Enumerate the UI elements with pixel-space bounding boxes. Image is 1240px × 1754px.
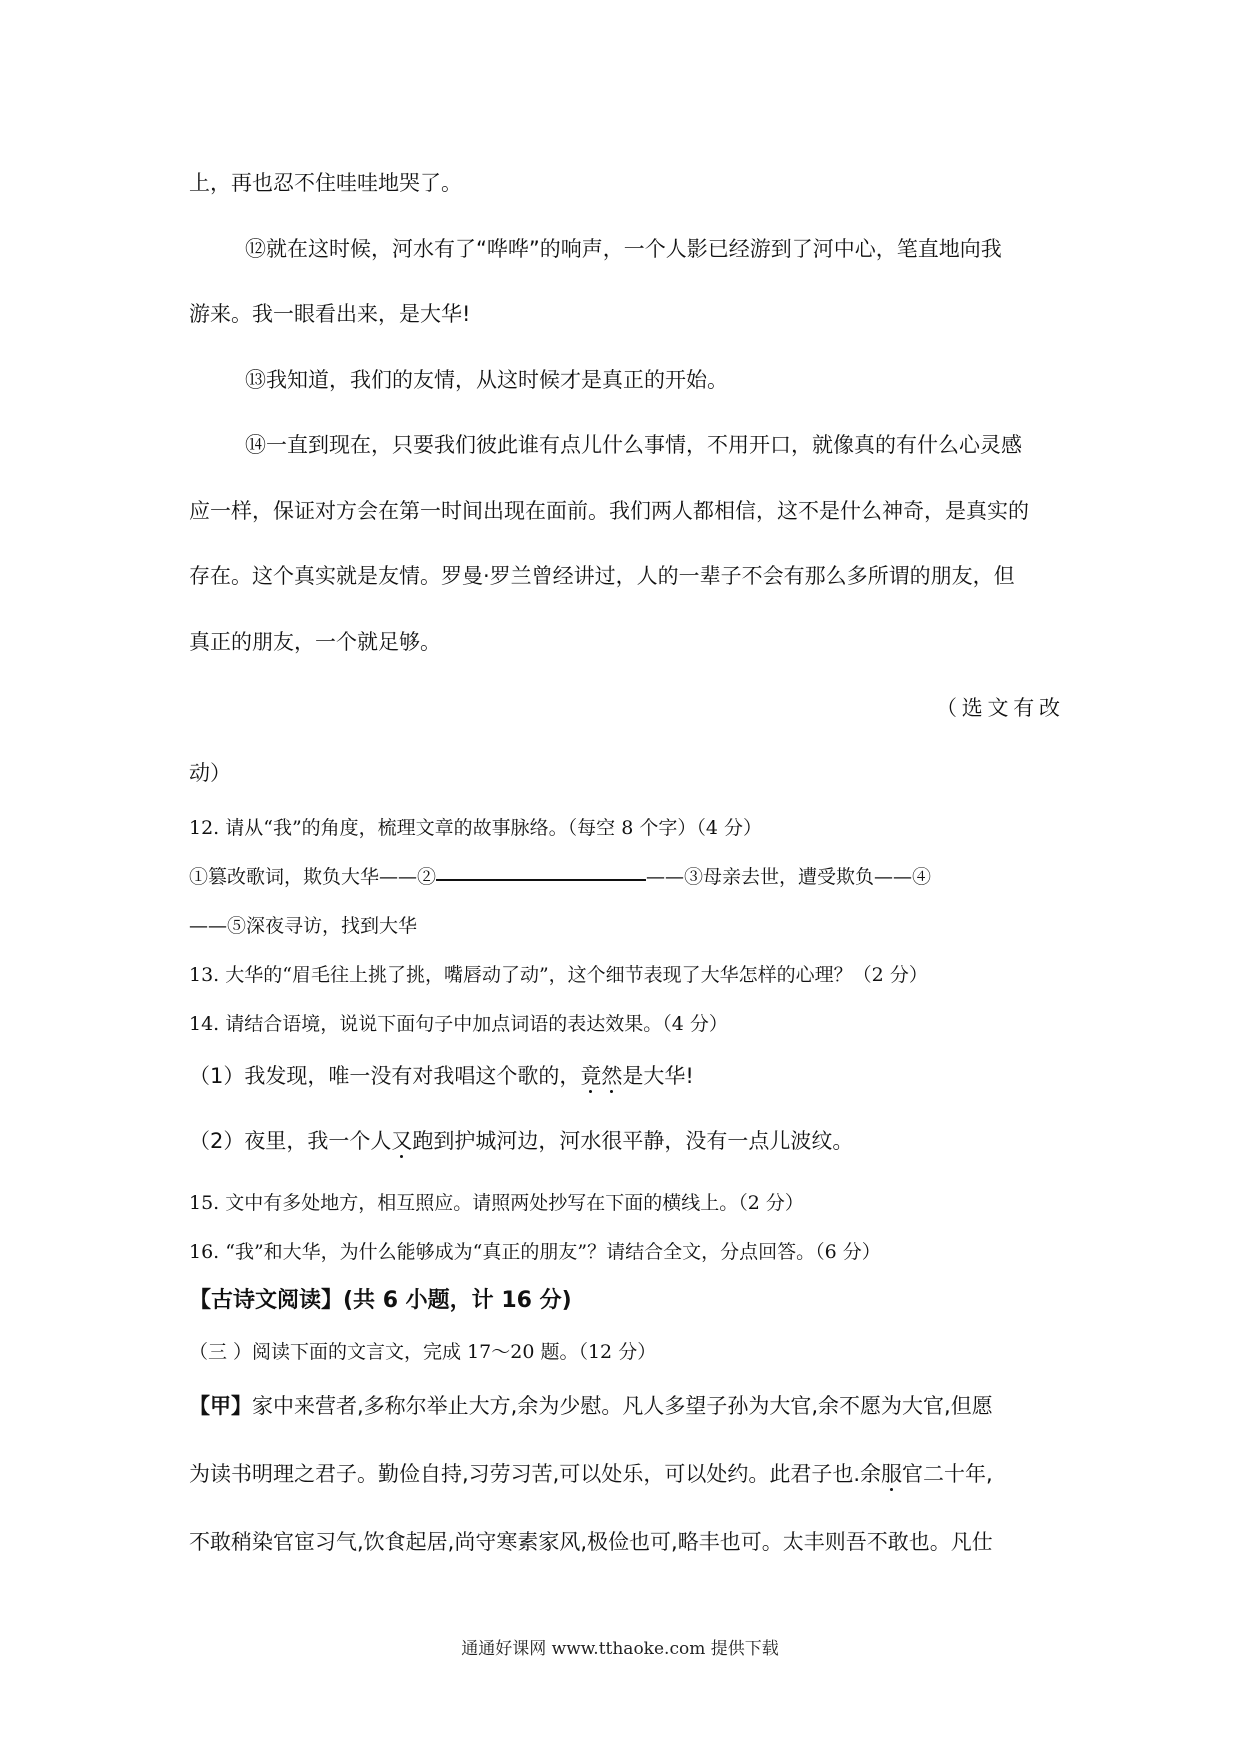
passage-line: 上，再也忍不住哇哇地哭了。: [189, 171, 462, 195]
question-12-sequence-line-1: [189, 862, 1060, 892]
paragraph-14-line-4: 真正的朋友，一个就足够。: [189, 630, 441, 654]
classical-text-line-3: 不敢稍染官宦习气,饮食起居,尚守寒素家风,极俭也可,略丰也可。太丰则吾不敢也。凡仕: [189, 1530, 993, 1554]
section-subheading: （三 ）阅读下面的文言文，完成 17～20 题。（12 分）: [189, 1341, 657, 1363]
passage-label: 【甲】: [189, 1394, 252, 1418]
classical-text: 家中来营者,多称尔举止大方,余为少慰。凡人多望子孙为大官,余不愿为大官,但愿: [252, 1394, 993, 1418]
classical-text-line-2: [189, 1459, 1060, 1489]
item-1-text: （1）我发现，唯一没有对我唱这个歌的，: [189, 1064, 581, 1088]
dotted-char: 服: [881, 1462, 903, 1486]
question-15: 15. 文中有多处地方，相互照应。请照两处抄写在下面的横线上。（2 分）: [189, 1192, 804, 1214]
paragraph-14-line-1: ⑭一直到现在，只要我们彼此谁有点儿什么事情，不用开口，就像真的有什么心灵感: [245, 433, 1022, 457]
question-14-item-1: [189, 1061, 1060, 1091]
source-note-part-1: （选文有改: [936, 696, 1060, 720]
question-12-sequence-line-2: ——⑤深夜寻访，找到大华: [189, 915, 418, 937]
item-2-text: （2）夜里，我一个人: [189, 1129, 392, 1153]
question-14-item-2: [189, 1126, 1060, 1156]
classical-text: 为读书明理之君子。勤俭自持,习劳习苦,可以处乐，可以处约。此君子也.余: [189, 1462, 882, 1486]
source-note-part-2: 动）: [189, 761, 231, 785]
question-13: 13. 大华的“眉毛往上挑了挑，嘴唇动了动”，这个细节表现了大华怎样的心理？（2 分）: [189, 964, 928, 986]
question-12: 12. 请从“我”的角度，梳理文章的故事脉络。（每空 8 个字）（4 分）: [189, 817, 762, 839]
dotted-char: 竟: [580, 1064, 602, 1088]
sequence-part-1: ①篡改歌词，欺负大华——②: [189, 866, 437, 888]
dotted-char: 然: [601, 1064, 623, 1088]
paragraph-12-line-2: 游来。我一眼看出来，是大华!: [189, 302, 471, 326]
page-footer: 通通好课网 www.tthaoke.com 提供下载: [461, 1639, 779, 1659]
classical-text-line-1: [189, 1391, 1060, 1421]
question-14: 14. 请结合语境，说说下面句子中加点词语的表达效果。（4 分）: [189, 1013, 728, 1035]
paragraph-14-line-3: 存在。这个真实就是友情。罗曼·罗兰曾经讲过，人的一辈子不会有那么多所谓的朋友，但: [189, 564, 1015, 588]
question-16: 16. “我”和大华，为什么能够成为“真正的朋友”？请结合全文，分点回答。（6 分）: [189, 1241, 881, 1263]
section-heading: 【古诗文阅读】(共 6 小题，计 16 分): [189, 1288, 572, 1313]
item-1-text-end: 是大华!: [622, 1064, 694, 1088]
answer-blank: [436, 878, 646, 881]
paragraph-14-line-2: 应一样，保证对方会在第一时间出现在面前。我们两人都相信，这不是什么神奇，是真实的: [189, 499, 1029, 523]
classical-text-end: 官二十年,: [902, 1462, 993, 1486]
paragraph-12-line-1: ⑫就在这时候，河水有了“哗哗”的响声，一个人影已经游到了河中心，笔直地向我: [245, 237, 1002, 261]
paragraph-13: ⑬我知道，我们的友情，从这时候才是真正的开始。: [245, 368, 728, 392]
dotted-char: 又: [391, 1129, 413, 1153]
item-2-text-end: 跑到护城河边，河水很平静，没有一点儿波纹。: [412, 1129, 854, 1153]
sequence-part-2: ——③母亲去世，遭受欺负——④: [646, 866, 932, 888]
